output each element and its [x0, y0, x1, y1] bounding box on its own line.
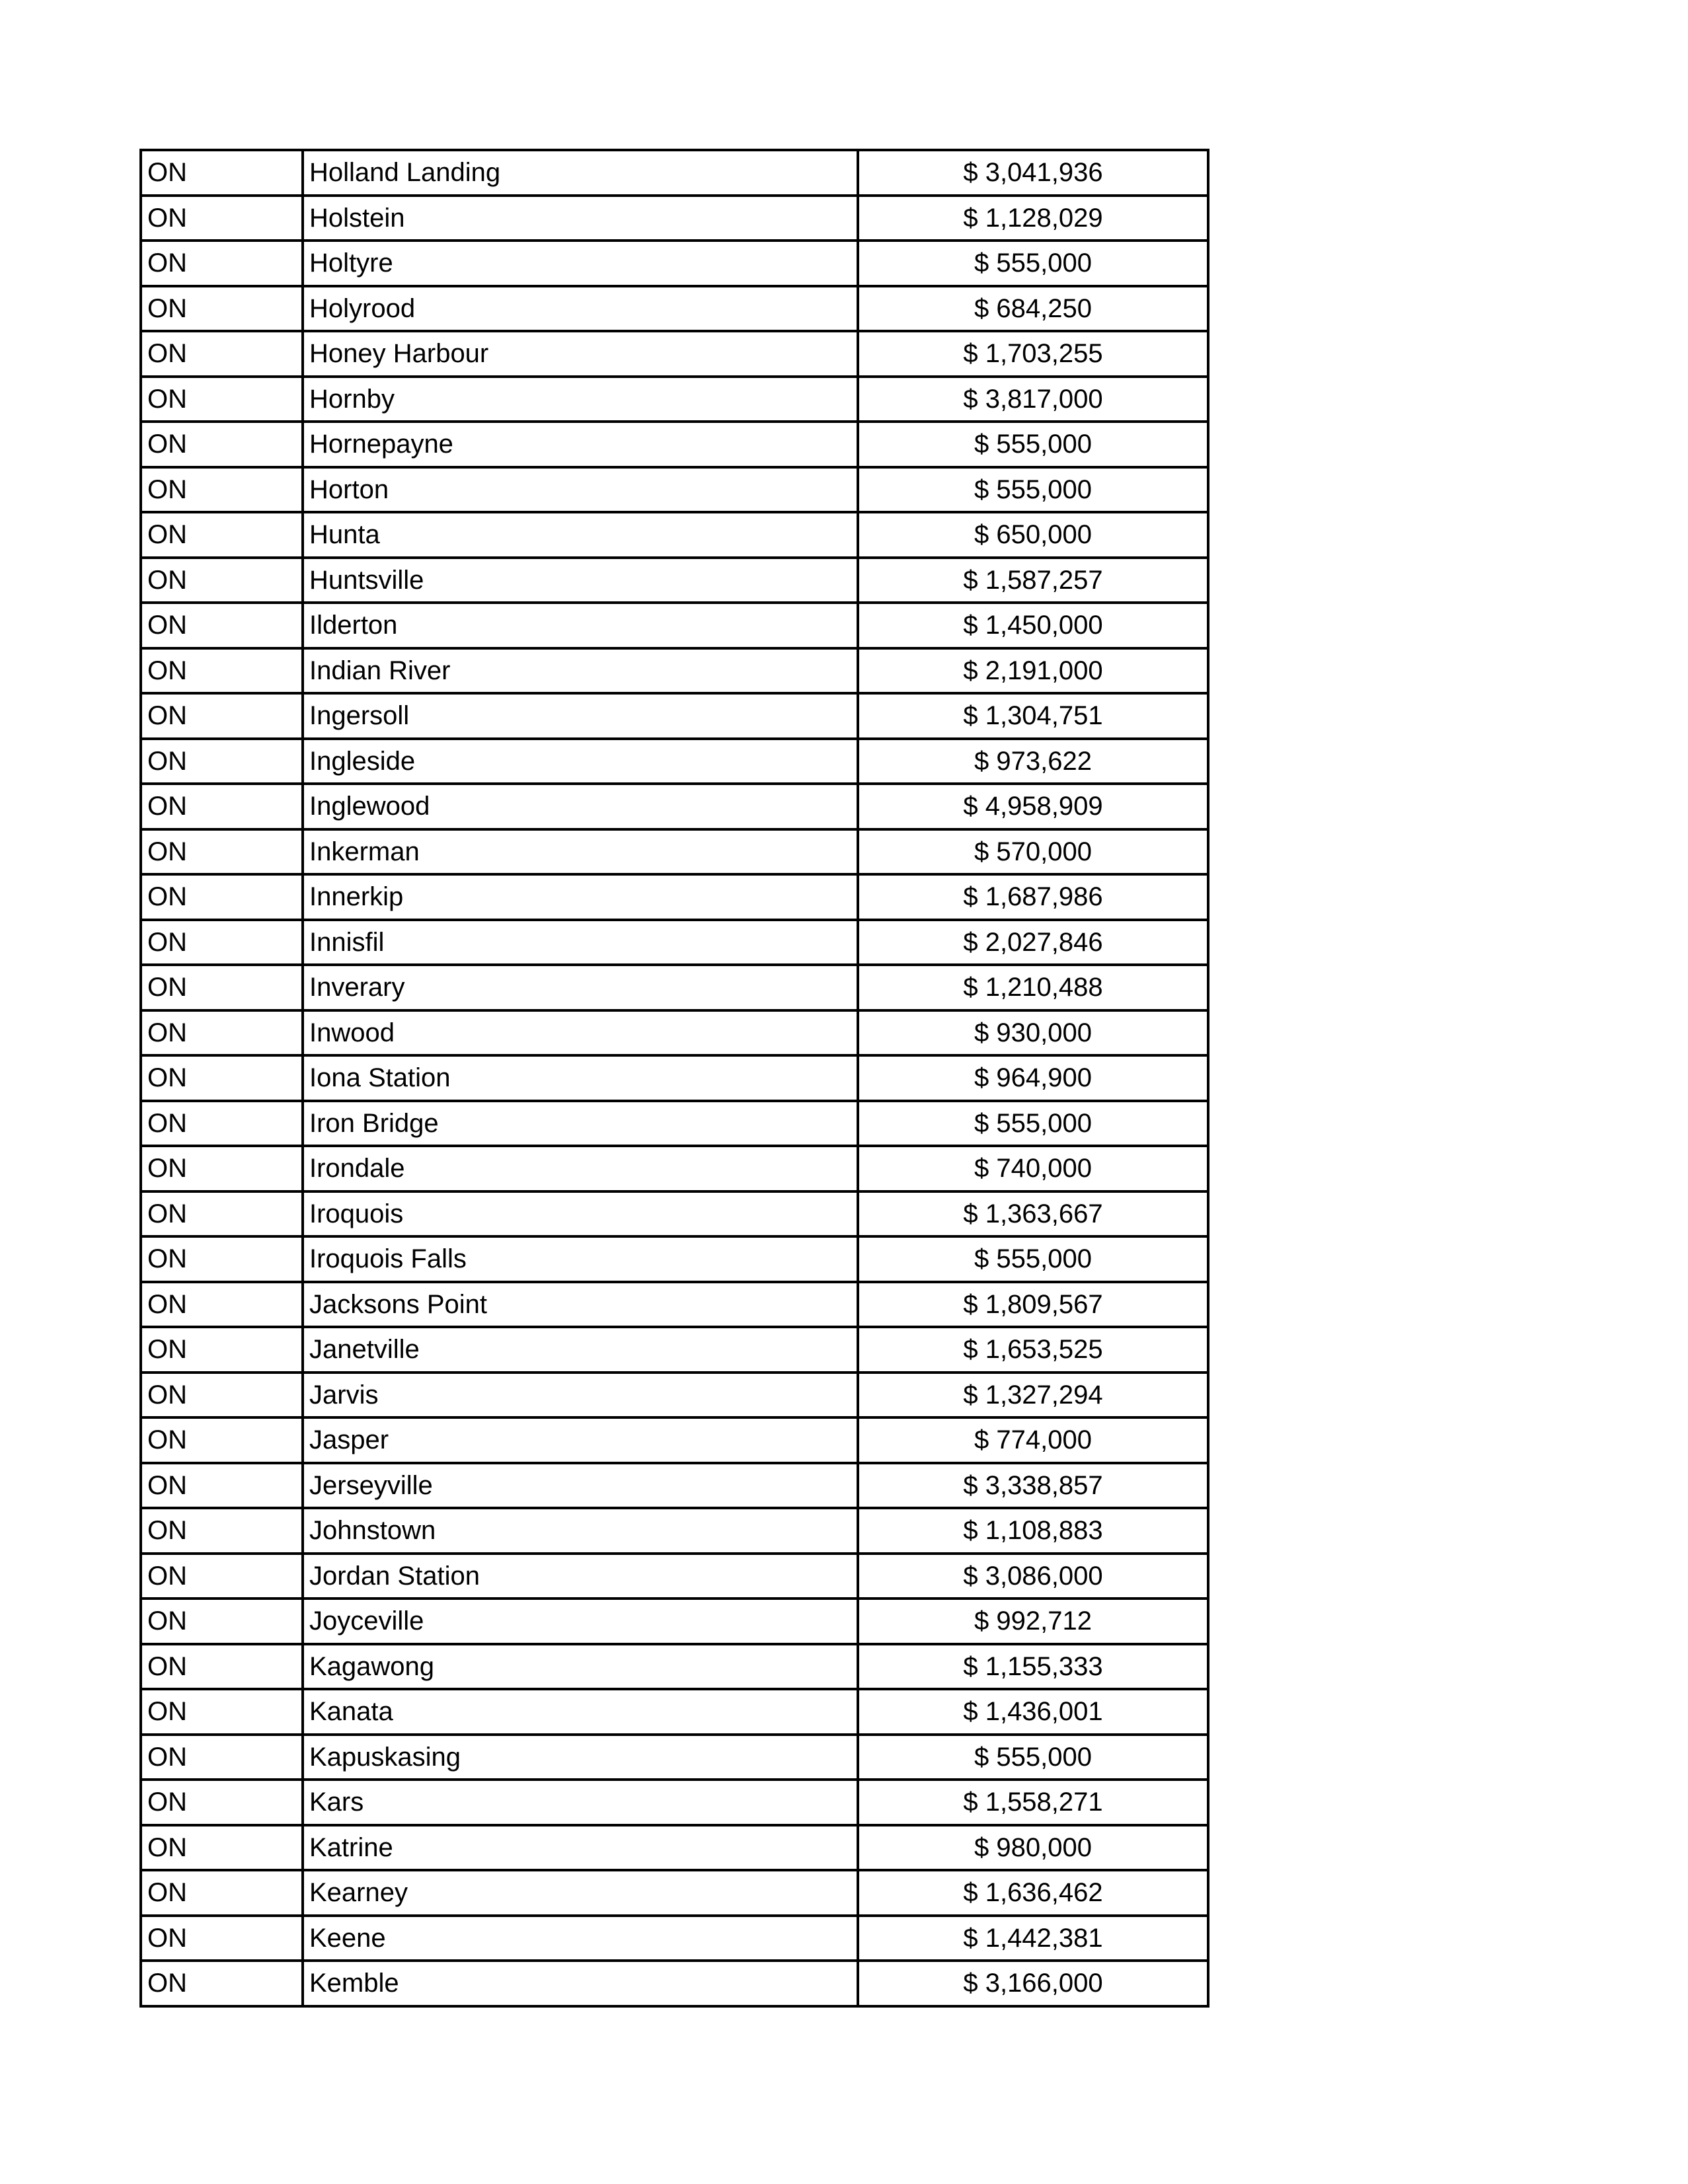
- province-cell: ON: [141, 965, 303, 1010]
- table-row: [141, 784, 1208, 829]
- city-cell: Horton: [303, 467, 858, 513]
- province-cell: ON: [141, 1916, 303, 1961]
- city-cell: Innisfil: [303, 920, 858, 965]
- table-row: [141, 377, 1208, 422]
- city-cell: Kars: [303, 1780, 858, 1825]
- city-cell: Holyrood: [303, 286, 858, 332]
- city-cell: Huntsville: [303, 558, 858, 603]
- city-cell: Ilderton: [303, 603, 858, 648]
- table-row: [141, 1327, 1208, 1373]
- city-cell: Jarvis: [303, 1373, 858, 1418]
- province-cell: ON: [141, 1463, 303, 1509]
- table-row: [141, 1780, 1208, 1825]
- table-row: [141, 693, 1208, 739]
- value-cell: $ 555,000: [858, 1236, 1208, 1282]
- city-cell: Kagawong: [303, 1644, 858, 1690]
- value-cell: $ 1,636,462: [858, 1870, 1208, 1916]
- value-cell: $ 3,041,936: [858, 150, 1208, 196]
- city-cell: Jasper: [303, 1417, 858, 1463]
- table-row: [141, 1101, 1208, 1147]
- city-cell: Jacksons Point: [303, 1282, 858, 1328]
- city-cell: Inglewood: [303, 784, 858, 829]
- table-row: [141, 1236, 1208, 1282]
- city-cell: Holland Landing: [303, 150, 858, 196]
- city-cell: Holstein: [303, 196, 858, 241]
- province-cell: ON: [141, 739, 303, 784]
- province-cell: ON: [141, 829, 303, 875]
- value-cell: $ 980,000: [858, 1825, 1208, 1871]
- province-cell: ON: [141, 422, 303, 467]
- table-row: [141, 1146, 1208, 1191]
- city-cell: Iona Station: [303, 1055, 858, 1101]
- province-cell: ON: [141, 150, 303, 196]
- province-cell: ON: [141, 1191, 303, 1237]
- city-cell: Johnstown: [303, 1508, 858, 1554]
- value-cell: $ 1,436,001: [858, 1689, 1208, 1735]
- table-row: [141, 920, 1208, 965]
- table-row: [141, 1463, 1208, 1509]
- value-cell: $ 555,000: [858, 422, 1208, 467]
- table-row: [141, 1010, 1208, 1056]
- province-cell: ON: [141, 1870, 303, 1916]
- value-cell: $ 684,250: [858, 286, 1208, 332]
- city-cell: Iroquois Falls: [303, 1236, 858, 1282]
- province-cell: ON: [141, 377, 303, 422]
- table-row: [141, 1644, 1208, 1690]
- city-cell: Inkerman: [303, 829, 858, 875]
- table-row: [141, 1961, 1208, 2006]
- value-cell: $ 4,958,909: [858, 784, 1208, 829]
- city-cell: Kearney: [303, 1870, 858, 1916]
- table-row: [141, 150, 1208, 196]
- value-cell: $ 3,166,000: [858, 1961, 1208, 2006]
- city-cell: Kanata: [303, 1689, 858, 1735]
- value-cell: $ 1,210,488: [858, 965, 1208, 1010]
- table-body: [141, 150, 1208, 2006]
- table-row: [141, 1282, 1208, 1328]
- table-row: [141, 874, 1208, 920]
- value-cell: $ 1,327,294: [858, 1373, 1208, 1418]
- province-cell: ON: [141, 1689, 303, 1735]
- table-row: [141, 286, 1208, 332]
- province-cell: ON: [141, 1780, 303, 1825]
- province-cell: ON: [141, 1417, 303, 1463]
- table-row: [141, 1870, 1208, 1916]
- province-cell: ON: [141, 1146, 303, 1191]
- city-cell: Irondale: [303, 1146, 858, 1191]
- province-cell: ON: [141, 1373, 303, 1418]
- province-cell: ON: [141, 467, 303, 513]
- table-row: [141, 1825, 1208, 1871]
- data-table: [139, 149, 1209, 2008]
- city-cell: Innerkip: [303, 874, 858, 920]
- value-cell: $ 992,712: [858, 1599, 1208, 1644]
- province-cell: ON: [141, 512, 303, 558]
- value-cell: $ 555,000: [858, 467, 1208, 513]
- value-cell: $ 1,442,381: [858, 1916, 1208, 1961]
- province-cell: ON: [141, 196, 303, 241]
- city-cell: Iroquois: [303, 1191, 858, 1237]
- province-cell: ON: [141, 558, 303, 603]
- table-row: [141, 603, 1208, 648]
- province-cell: ON: [141, 1282, 303, 1328]
- value-cell: $ 3,086,000: [858, 1554, 1208, 1599]
- city-cell: Inwood: [303, 1010, 858, 1056]
- province-cell: ON: [141, 1010, 303, 1056]
- value-cell: $ 740,000: [858, 1146, 1208, 1191]
- value-cell: $ 1,363,667: [858, 1191, 1208, 1237]
- table-row: [141, 1508, 1208, 1554]
- province-cell: ON: [141, 1508, 303, 1554]
- city-cell: Honey Harbour: [303, 331, 858, 377]
- city-cell: Hornby: [303, 377, 858, 422]
- province-cell: ON: [141, 1599, 303, 1644]
- city-cell: Katrine: [303, 1825, 858, 1871]
- province-cell: ON: [141, 1554, 303, 1599]
- table-row: [141, 241, 1208, 286]
- value-cell: $ 1,155,333: [858, 1644, 1208, 1690]
- province-cell: ON: [141, 1825, 303, 1871]
- province-cell: ON: [141, 693, 303, 739]
- table-row: [141, 512, 1208, 558]
- city-cell: Kemble: [303, 1961, 858, 2006]
- city-cell: Iron Bridge: [303, 1101, 858, 1147]
- province-cell: ON: [141, 1644, 303, 1690]
- value-cell: $ 3,817,000: [858, 377, 1208, 422]
- table-row: [141, 422, 1208, 467]
- province-cell: ON: [141, 1327, 303, 1373]
- table-row: [141, 1689, 1208, 1735]
- value-cell: $ 964,900: [858, 1055, 1208, 1101]
- value-cell: $ 2,027,846: [858, 920, 1208, 965]
- value-cell: $ 1,587,257: [858, 558, 1208, 603]
- province-cell: ON: [141, 286, 303, 332]
- table-row: [141, 1916, 1208, 1961]
- city-cell: Ingleside: [303, 739, 858, 784]
- value-cell: $ 555,000: [858, 1101, 1208, 1147]
- city-cell: Jerseyville: [303, 1463, 858, 1509]
- province-cell: ON: [141, 241, 303, 286]
- city-cell: Jordan Station: [303, 1554, 858, 1599]
- value-cell: $ 1,653,525: [858, 1327, 1208, 1373]
- city-cell: Indian River: [303, 648, 858, 694]
- city-cell: Inverary: [303, 965, 858, 1010]
- province-cell: ON: [141, 1055, 303, 1101]
- value-cell: $ 1,128,029: [858, 196, 1208, 241]
- table-row: [141, 1055, 1208, 1101]
- city-cell: Hornepayne: [303, 422, 858, 467]
- value-cell: $ 650,000: [858, 512, 1208, 558]
- province-cell: ON: [141, 1961, 303, 2006]
- table-row: [141, 648, 1208, 694]
- table-row: [141, 1373, 1208, 1418]
- table-row: [141, 1599, 1208, 1644]
- table-row: [141, 1417, 1208, 1463]
- province-cell: ON: [141, 603, 303, 648]
- value-cell: $ 1,304,751: [858, 693, 1208, 739]
- province-cell: ON: [141, 1101, 303, 1147]
- province-cell: ON: [141, 784, 303, 829]
- table-row: [141, 1735, 1208, 1780]
- city-cell: Janetville: [303, 1327, 858, 1373]
- table-row: [141, 1554, 1208, 1599]
- province-cell: ON: [141, 648, 303, 694]
- province-cell: ON: [141, 1236, 303, 1282]
- table-row: [141, 558, 1208, 603]
- value-cell: $ 930,000: [858, 1010, 1208, 1056]
- value-cell: $ 555,000: [858, 241, 1208, 286]
- city-cell: Kapuskasing: [303, 1735, 858, 1780]
- table-row: [141, 1191, 1208, 1237]
- province-cell: ON: [141, 920, 303, 965]
- value-cell: $ 973,622: [858, 739, 1208, 784]
- table-row: [141, 196, 1208, 241]
- city-cell: Ingersoll: [303, 693, 858, 739]
- city-cell: Holtyre: [303, 241, 858, 286]
- table-row: [141, 965, 1208, 1010]
- city-cell: Joyceville: [303, 1599, 858, 1644]
- value-cell: $ 1,687,986: [858, 874, 1208, 920]
- value-cell: $ 2,191,000: [858, 648, 1208, 694]
- table-row: [141, 829, 1208, 875]
- value-cell: $ 1,558,271: [858, 1780, 1208, 1825]
- city-cell: Keene: [303, 1916, 858, 1961]
- table-row: [141, 467, 1208, 513]
- value-cell: $ 1,108,883: [858, 1508, 1208, 1554]
- province-cell: ON: [141, 1735, 303, 1780]
- province-cell: ON: [141, 874, 303, 920]
- city-cell: Hunta: [303, 512, 858, 558]
- value-cell: $ 1,703,255: [858, 331, 1208, 377]
- value-cell: $ 1,450,000: [858, 603, 1208, 648]
- value-cell: $ 3,338,857: [858, 1463, 1208, 1509]
- table-row: [141, 331, 1208, 377]
- value-cell: $ 570,000: [858, 829, 1208, 875]
- value-cell: $ 774,000: [858, 1417, 1208, 1463]
- value-cell: $ 555,000: [858, 1735, 1208, 1780]
- table-row: [141, 739, 1208, 784]
- value-cell: $ 1,809,567: [858, 1282, 1208, 1328]
- province-cell: ON: [141, 331, 303, 377]
